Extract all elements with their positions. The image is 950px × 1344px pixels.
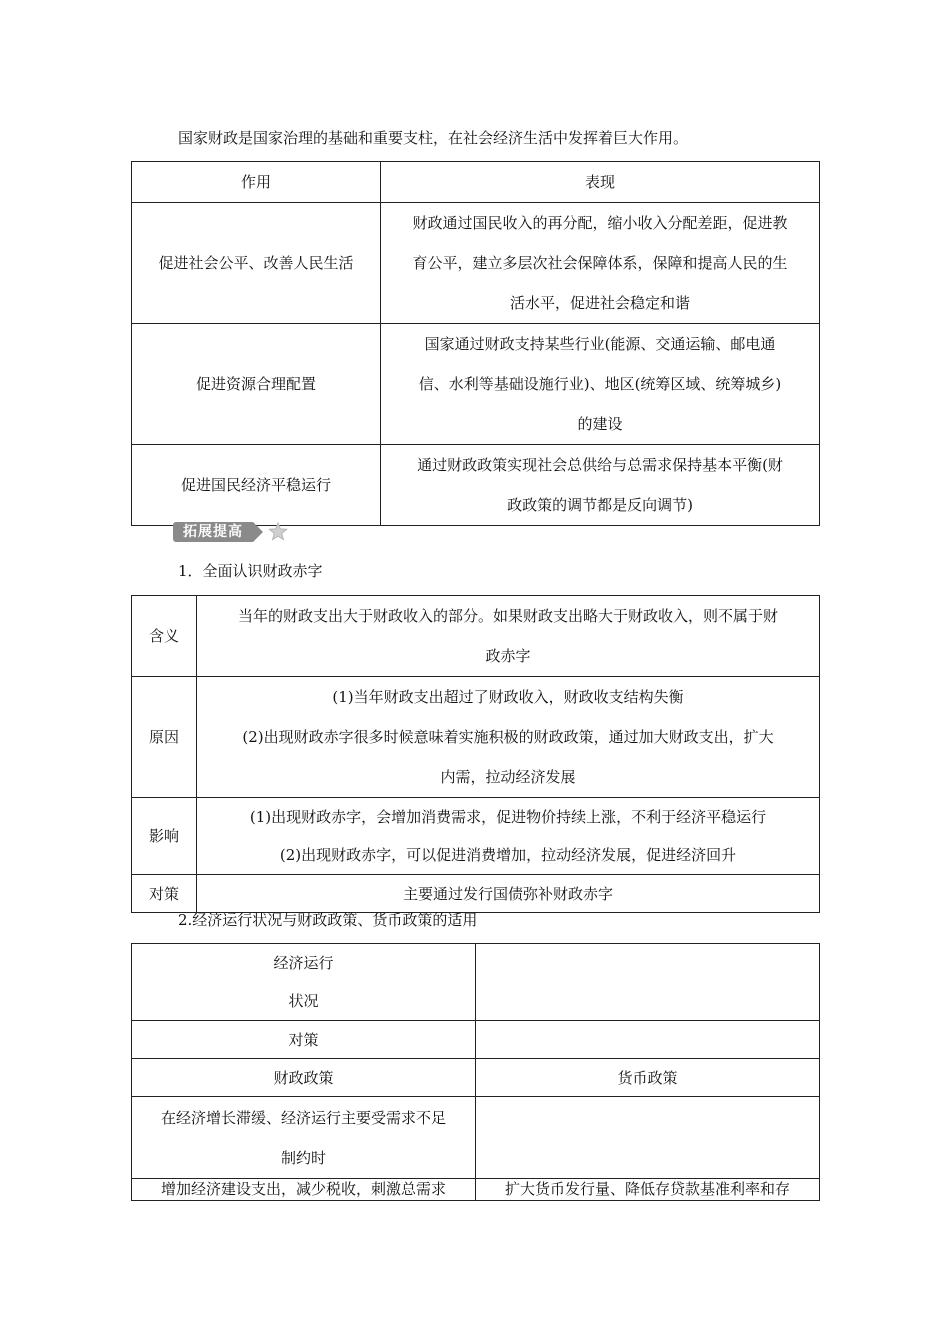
text-line: 的建设	[577, 415, 623, 433]
text-line: 育公平，建立多层次社会保障体系，保障和提高人民的生	[412, 254, 788, 272]
policy-table	[131, 943, 820, 1201]
text-line: (2)出现财政赤字很多时候意味着实施积极的财政政策，通过加大财政支出，扩大	[242, 728, 774, 746]
text-line: 内需，拉动经济发展	[440, 768, 576, 786]
text-line: 制约时	[280, 1148, 326, 1167]
monetary-policy-label: 货币政策	[476, 1059, 820, 1097]
manifestation-cell	[381, 324, 820, 445]
manifestation-cell	[381, 203, 820, 324]
row-content	[197, 596, 820, 677]
text-line: 信、水利等基础设施行业)、地区(统筹区域、统筹城乡)	[418, 375, 782, 393]
countermeasure-label: 对策	[132, 1021, 476, 1059]
section2-heading: 2.经济运行状况与财政政策、货币政策的适用	[178, 911, 478, 929]
row-label: 原因	[132, 677, 197, 798]
row-content	[197, 677, 820, 798]
condition-label	[132, 944, 476, 1021]
text-line: 财政通过国民收入的再分配，缩小收入分配差距，促进教	[412, 214, 788, 232]
empty-cell	[476, 1021, 820, 1059]
header-role: 作用	[132, 162, 381, 203]
row-label: 对策	[132, 875, 197, 913]
text-line: 国家通过财政支持某些行业(能源、交通运输、邮电通	[424, 335, 776, 353]
fiscal-measure: 增加经济建设支出，减少税收，刺激总需求	[132, 1179, 476, 1201]
text-line: 政赤字	[485, 647, 531, 665]
role-cell: 促进社会公平、改善人民生活	[132, 203, 381, 324]
text-line: 在经济增长滞缓、经济运行主要受需求不足	[160, 1108, 446, 1127]
text-line: (2)出现财政赤字，可以促进消费增加，拉动经济发展，促进经济回升	[279, 846, 737, 864]
role-cell: 促进资源合理配置	[132, 324, 381, 445]
manifestation-cell	[381, 445, 820, 526]
text-line: (1)出现财政赤字，会增加消费需求，促进物价持续上涨，不利于经济平稳运行	[249, 808, 767, 826]
section1-heading: 1．全面认识财政赤字	[178, 562, 323, 580]
text-line: (1)当年财政支出超过了财政收入，财政收支结构失衡	[332, 688, 684, 706]
header-manifestation: 表现	[381, 162, 820, 203]
text-line: 经济运行	[273, 954, 334, 972]
text-line: 活水平，促进社会稳定和谐	[509, 294, 690, 312]
intro-paragraph: 国家财政是国家治理的基础和重要支柱，在社会经济生活中发挥着巨大作用。	[178, 129, 689, 147]
text-line: 政政策的调节都是反向调节)	[507, 496, 693, 514]
row-content	[197, 798, 820, 875]
extension-badge	[173, 521, 289, 543]
row-content: 主要通过发行国债弥补财政赤字	[197, 875, 820, 913]
role-cell: 促进国民经济平稳运行	[132, 445, 381, 526]
text-line: 当年的财政支出大于财政收入的部分。如果财政支出略大于财政收入，则不属于财	[237, 607, 778, 625]
badge-label: 拓展提高	[173, 522, 253, 542]
star-icon	[267, 521, 289, 543]
fiscal-deficit-table	[131, 595, 820, 913]
text-line: 状况	[288, 992, 319, 1010]
monetary-measure: 扩大货币发行量、降低存贷款基准利率和存	[476, 1179, 820, 1201]
finance-role-table	[131, 161, 820, 526]
badge-arrow	[253, 522, 263, 542]
text-line: 通过财政政策实现社会总供给与总需求保持基本平衡(财	[417, 456, 783, 474]
fiscal-policy-label: 财政政策	[132, 1059, 476, 1097]
empty-cell	[476, 944, 820, 1021]
row-label: 影响	[132, 798, 197, 875]
row-label: 含义	[132, 596, 197, 677]
condition-text	[132, 1097, 476, 1179]
empty-cell	[476, 1097, 820, 1179]
